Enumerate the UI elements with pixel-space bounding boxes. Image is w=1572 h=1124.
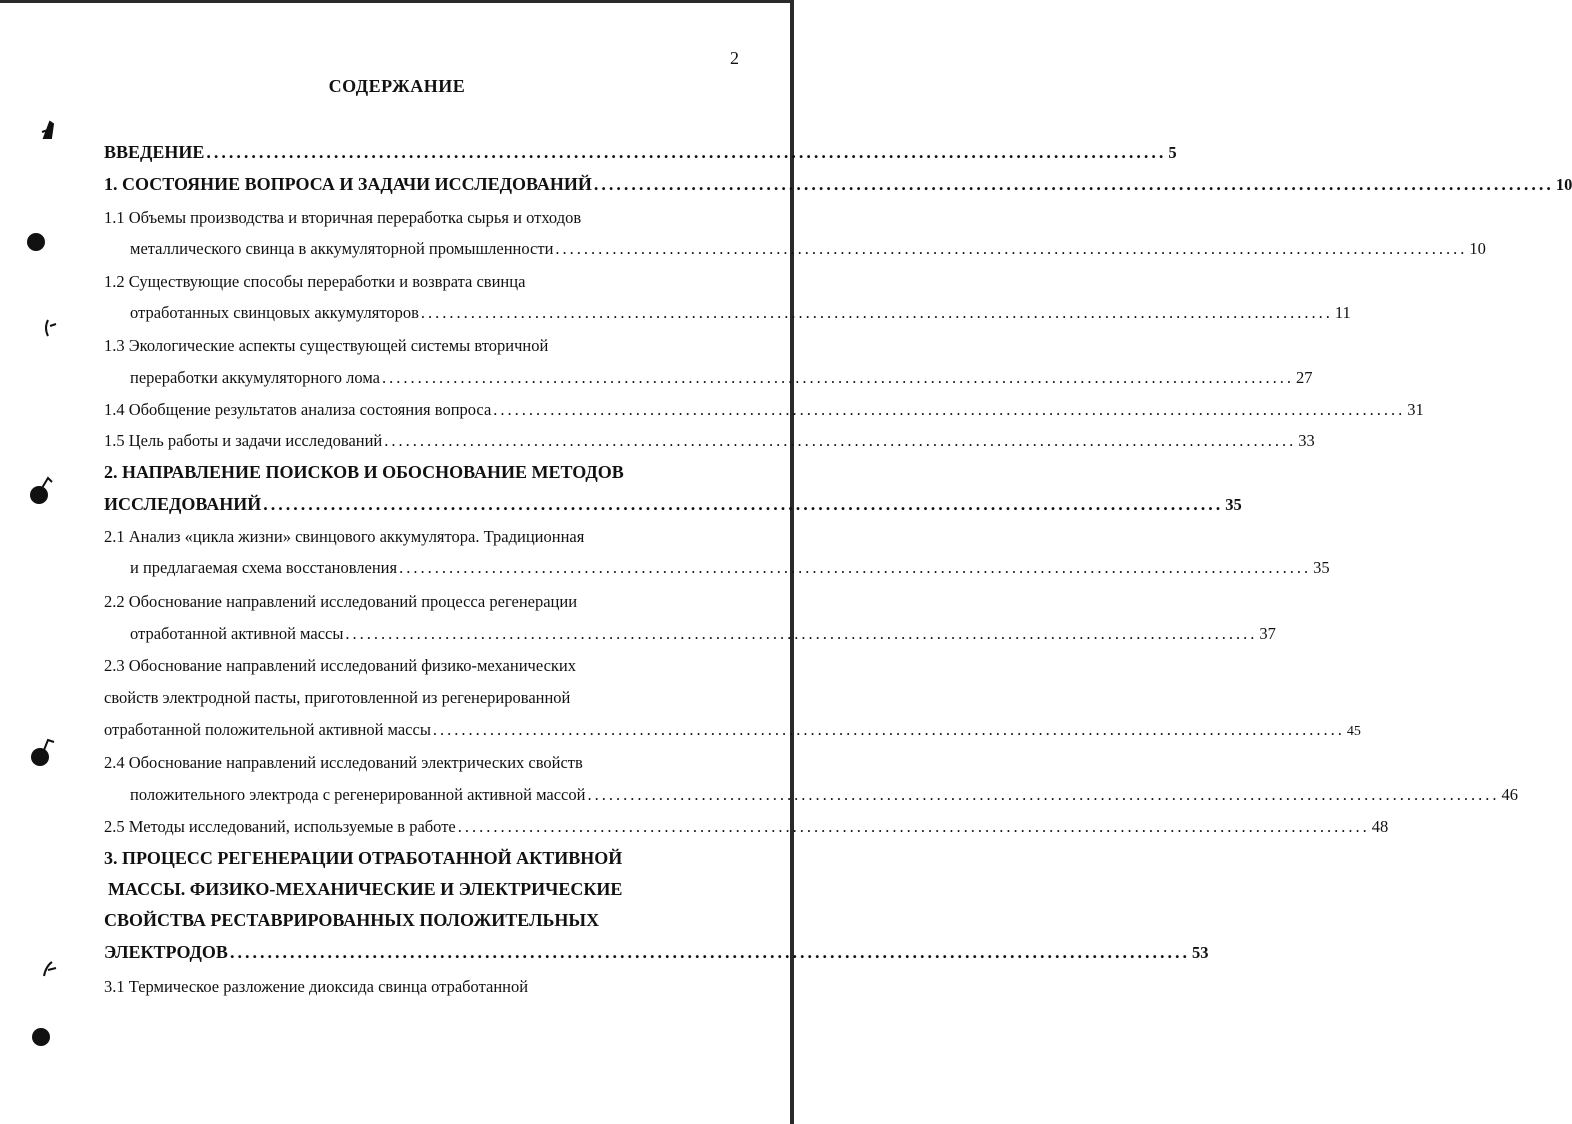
toc-entry-title: переработки аккумуляторного лома (130, 368, 380, 387)
toc-entry-title: ВВЕДЕНИЕ (104, 142, 205, 162)
toc-entry-page: 35 (1313, 558, 1330, 577)
toc-entry-title: ИССЛЕДОВАНИЙ (104, 494, 262, 514)
toc-entry-2-3-line2[interactable]: свойств электродной пасты, приготовленной из регенерированной (104, 688, 571, 707)
toc-entry-title: 1.5 Цель работы и задачи исследований (104, 431, 383, 450)
toc-entry-1-2-line1[interactable]: 1.2 Существующие способы переработки и возврата свинца (104, 272, 526, 291)
scan-artifact (40, 476, 54, 490)
toc-entry-chapter-2-line1[interactable]: 2. НАПРАВЛЕНИЕ ПОИСКОВ И ОБОСНОВАНИЕ МЕТОДОВ (104, 462, 624, 482)
toc-entry-title: 1.4 Обобщение результатов анализа состояния вопроса (104, 400, 492, 419)
toc-entry-title: ЭЛЕКТРОДОВ (104, 942, 228, 962)
dot-leader: ................................................................................................................................ (263, 494, 1224, 514)
page-number: 2 (730, 48, 739, 68)
toc-entry-1-1-line1[interactable]: 1.1 Объемы производства и вторичная переработка сырья и отходов (104, 208, 582, 227)
toc-entry-page: 35 (1225, 495, 1242, 514)
dot-leader: ................................................................................................................................ (381, 368, 1294, 387)
toc-entry-2-4-line1[interactable]: 2.4 Обоснование направлений исследований электрических свойств (104, 753, 583, 772)
toc-entry-2-2-line1[interactable]: 2.2 Обоснование направлений исследований процесса регенерации (104, 592, 578, 611)
toc-entry-chapter-3-line3[interactable]: СВОЙСТВА РЕСТАВРИРОВАННЫХ ПОЛОЖИТЕЛЬНЫХ (104, 910, 600, 930)
toc-entry-2-3-line1[interactable]: 2.3 Обоснование направлений исследований физико-механических (104, 656, 576, 675)
dot-leader: ................................................................................................................................ (399, 558, 1312, 577)
page-title: СОДЕРЖАНИЕ (328, 76, 466, 96)
toc-entry-page: 53 (1191, 943, 1209, 962)
toc-entry-title: и предлагаемая схема восстановления (130, 558, 398, 577)
dot-leader: ................................................................................................................................ (457, 817, 1370, 836)
toc-entry-page: 45 (1346, 724, 1361, 739)
toc-entry-1-4[interactable] (104, 400, 1424, 420)
toc-entry-page: 48 (1371, 817, 1389, 836)
toc-entry-1-1[interactable] (130, 239, 1486, 259)
toc-entry-page: 10 (1555, 175, 1572, 194)
toc-entry-chapter-3-line2[interactable]: МАССЫ. ФИЗИКО-МЕХАНИЧЕСКИЕ И ЭЛЕКТРИЧЕСКИЕ (108, 879, 623, 899)
dot-leader: ................................................................................................................................ (555, 239, 1468, 258)
toc-entry-intro[interactable] (104, 142, 1177, 163)
toc-entry-1-5[interactable] (104, 431, 1315, 451)
toc-entry-page: 33 (1298, 431, 1315, 450)
toc-entry-page: 46 (1501, 785, 1518, 804)
toc-entry-title: положительного электрода с регенерированной активной массой (130, 785, 586, 804)
dot-leader: ................................................................................................................................ (345, 624, 1258, 643)
dot-leader: ................................................................................................................................ (432, 720, 1345, 739)
toc-entry-title: отработанной положительной активной массы (104, 720, 431, 739)
toc-entry-page: 37 (1259, 624, 1276, 643)
toc-entry-2-1[interactable] (130, 558, 1330, 578)
toc-entry-chapter-3-line1[interactable]: 3. ПРОЦЕСС РЕГЕНЕРАЦИИ ОТРАБОТАННОЙ АКТИВНОЙ (104, 848, 623, 868)
toc-entry-chapter-1[interactable] (104, 174, 1572, 195)
toc-entry-page: 11 (1334, 303, 1351, 322)
toc-entry-2-4[interactable] (130, 785, 1518, 805)
binder-hole-mark (27, 233, 45, 251)
toc-entry-page: 27 (1295, 368, 1313, 387)
toc-entry-title: 1. СОСТОЯНИЕ ВОПРОСА И ЗАДАЧИ ИССЛЕДОВАНИЙ (104, 174, 592, 194)
dot-leader: ................................................................................................................................ (384, 431, 1297, 450)
dot-leader: ................................................................................................................................ (593, 174, 1554, 194)
toc-entry-1-3-line1[interactable]: 1.3 Экологические аспекты существующей системы вторичной (104, 336, 549, 355)
toc-entry-title: 2.5 Методы исследований, используемые в работе (104, 817, 456, 836)
toc-entry-chapter-3[interactable] (104, 942, 1209, 963)
toc-entry-2-2[interactable] (130, 624, 1276, 644)
dot-leader: ................................................................................................................................ (229, 942, 1190, 962)
toc-entry-page: 5 (1168, 143, 1177, 162)
scan-artifact (40, 958, 58, 978)
scan-artifact (42, 318, 60, 340)
toc-entry-title: металлического свинца в аккумуляторной промышленности (130, 239, 554, 258)
toc-entry-page: 31 (1407, 400, 1424, 419)
dot-leader: ................................................................................................................................ (420, 303, 1333, 322)
dot-leader: ................................................................................................................................ (587, 785, 1500, 804)
toc-entry-2-3[interactable] (104, 720, 1361, 740)
dot-leader: ................................................................................................................................ (493, 400, 1406, 419)
scan-artifact (42, 738, 56, 752)
binder-hole-mark (32, 1028, 50, 1046)
toc-entry-title: отработанной активной массы (130, 624, 344, 643)
toc-entry-1-2[interactable] (130, 303, 1351, 323)
toc-entry-title: отработанных свинцовых аккумуляторов (130, 303, 419, 322)
dot-leader: ................................................................................................................................ (206, 142, 1167, 162)
toc-entry-3-1-line1[interactable]: 3.1 Термическое разложение диоксида свинца отработанной (104, 977, 529, 996)
toc-entry-2-1-line1[interactable]: 2.1 Анализ «цикла жизни» свинцового аккумулятора. Традиционная (104, 527, 585, 546)
scan-artifact (40, 118, 62, 142)
toc-entry-2-5[interactable] (104, 817, 1389, 837)
toc-entry-chapter-2[interactable] (104, 494, 1242, 515)
toc-entry-page: 10 (1469, 239, 1486, 258)
toc-entry-1-3[interactable] (130, 368, 1313, 388)
